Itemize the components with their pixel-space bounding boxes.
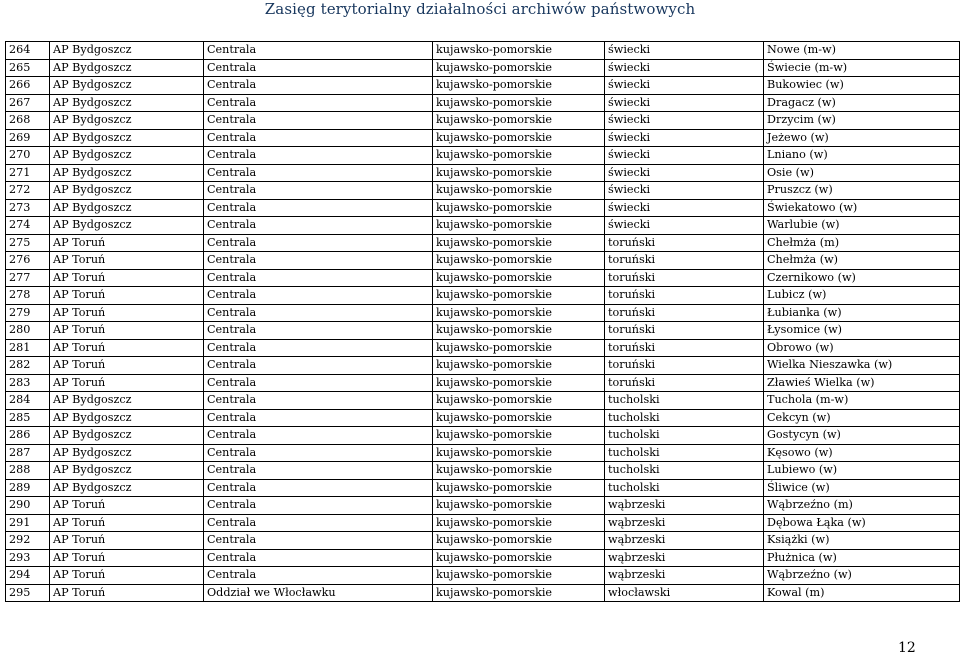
commune-cell: Dębowa Łąka (w) <box>764 514 960 532</box>
page-number: 12 <box>898 640 916 656</box>
table-row <box>6 444 960 462</box>
row-number: 277 <box>6 269 50 287</box>
commune-cell: Wąbrzeźno (w) <box>764 567 960 585</box>
table-body <box>6 42 960 602</box>
archive-cell: AP Toruń <box>50 269 204 287</box>
archive-cell: AP Toruń <box>50 532 204 550</box>
commune-cell: Zławieś Wielka (w) <box>764 374 960 392</box>
table-row <box>6 269 960 287</box>
table-row <box>6 549 960 567</box>
table-row <box>6 217 960 235</box>
county-cell: świecki <box>605 182 764 200</box>
archive-cell: AP Toruń <box>50 322 204 340</box>
row-number: 286 <box>6 427 50 445</box>
archive-cell: AP Bydgoszcz <box>50 409 204 427</box>
table-row <box>6 514 960 532</box>
voivodeship-cell: kujawsko-pomorskie <box>433 427 605 445</box>
archive-cell: AP Bydgoszcz <box>50 462 204 480</box>
voivodeship-cell: kujawsko-pomorskie <box>433 234 605 252</box>
archive-cell: AP Toruń <box>50 357 204 375</box>
row-number: 273 <box>6 199 50 217</box>
voivodeship-cell: kujawsko-pomorskie <box>433 479 605 497</box>
unit-cell: Centrala <box>204 567 433 585</box>
unit-cell: Centrala <box>204 549 433 567</box>
county-cell: toruński <box>605 252 764 270</box>
table-row <box>6 462 960 480</box>
commune-cell: Drzycim (w) <box>764 112 960 130</box>
commune-cell: Książki (w) <box>764 532 960 550</box>
voivodeship-cell: kujawsko-pomorskie <box>433 444 605 462</box>
row-number: 275 <box>6 234 50 252</box>
archive-cell: AP Bydgoszcz <box>50 444 204 462</box>
county-cell: toruński <box>605 357 764 375</box>
archive-cell: AP Toruń <box>50 339 204 357</box>
unit-cell: Centrala <box>204 444 433 462</box>
table-row <box>6 497 960 515</box>
county-cell: świecki <box>605 77 764 95</box>
archive-cell: AP Bydgoszcz <box>50 217 204 235</box>
row-number: 274 <box>6 217 50 235</box>
archive-cell: AP Bydgoszcz <box>50 77 204 95</box>
unit-cell: Centrala <box>204 59 433 77</box>
commune-cell: Płużnica (w) <box>764 549 960 567</box>
table-row <box>6 94 960 112</box>
county-cell: świecki <box>605 164 764 182</box>
unit-cell: Centrala <box>204 409 433 427</box>
commune-cell: Obrowo (w) <box>764 339 960 357</box>
table-row <box>6 234 960 252</box>
archive-cell: AP Toruń <box>50 287 204 305</box>
row-number: 266 <box>6 77 50 95</box>
commune-cell: Łysomice (w) <box>764 322 960 340</box>
archive-cell: AP Bydgoszcz <box>50 147 204 165</box>
unit-cell: Centrala <box>204 357 433 375</box>
table-row <box>6 427 960 445</box>
row-number: 270 <box>6 147 50 165</box>
archive-cell: AP Bydgoszcz <box>50 182 204 200</box>
county-cell: wąbrzeski <box>605 497 764 515</box>
unit-cell: Centrala <box>204 147 433 165</box>
county-cell: tucholski <box>605 392 764 410</box>
voivodeship-cell: kujawsko-pomorskie <box>433 532 605 550</box>
table-row <box>6 392 960 410</box>
unit-cell: Centrala <box>204 182 433 200</box>
voivodeship-cell: kujawsko-pomorskie <box>433 77 605 95</box>
row-number: 295 <box>6 584 50 602</box>
row-number: 268 <box>6 112 50 130</box>
row-number: 271 <box>6 164 50 182</box>
table-row <box>6 304 960 322</box>
table-row <box>6 339 960 357</box>
archive-cell: AP Toruń <box>50 252 204 270</box>
row-number: 280 <box>6 322 50 340</box>
commune-cell: Lubiewo (w) <box>764 462 960 480</box>
archive-cell: AP Toruń <box>50 549 204 567</box>
unit-cell: Centrala <box>204 94 433 112</box>
unit-cell: Centrala <box>204 234 433 252</box>
table-row <box>6 164 960 182</box>
voivodeship-cell: kujawsko-pomorskie <box>433 269 605 287</box>
county-cell: świecki <box>605 94 764 112</box>
table-row <box>6 357 960 375</box>
row-number: 288 <box>6 462 50 480</box>
county-cell: toruński <box>605 322 764 340</box>
table-row <box>6 42 960 60</box>
row-number: 276 <box>6 252 50 270</box>
voivodeship-cell: kujawsko-pomorskie <box>433 357 605 375</box>
voivodeship-cell: kujawsko-pomorskie <box>433 322 605 340</box>
county-cell: tucholski <box>605 462 764 480</box>
unit-cell: Centrala <box>204 252 433 270</box>
voivodeship-cell: kujawsko-pomorskie <box>433 42 605 60</box>
voivodeship-cell: kujawsko-pomorskie <box>433 409 605 427</box>
archive-cell: AP Bydgoszcz <box>50 42 204 60</box>
row-number: 287 <box>6 444 50 462</box>
unit-cell: Centrala <box>204 42 433 60</box>
unit-cell: Centrala <box>204 129 433 147</box>
voivodeship-cell: kujawsko-pomorskie <box>433 462 605 480</box>
row-number: 269 <box>6 129 50 147</box>
row-number: 289 <box>6 479 50 497</box>
archives-table <box>5 41 960 602</box>
archive-cell: AP Toruń <box>50 567 204 585</box>
row-number: 272 <box>6 182 50 200</box>
table-row <box>6 252 960 270</box>
table-row <box>6 584 960 602</box>
county-cell: tucholski <box>605 427 764 445</box>
county-cell: świecki <box>605 59 764 77</box>
county-cell: toruński <box>605 269 764 287</box>
unit-cell: Centrala <box>204 514 433 532</box>
archive-cell: AP Bydgoszcz <box>50 94 204 112</box>
county-cell: toruński <box>605 339 764 357</box>
unit-cell: Centrala <box>204 462 433 480</box>
county-cell: włocławski <box>605 584 764 602</box>
archive-cell: AP Bydgoszcz <box>50 479 204 497</box>
row-number: 281 <box>6 339 50 357</box>
county-cell: toruński <box>605 304 764 322</box>
row-number: 283 <box>6 374 50 392</box>
table-row <box>6 199 960 217</box>
voivodeship-cell: kujawsko-pomorskie <box>433 339 605 357</box>
unit-cell: Centrala <box>204 322 433 340</box>
row-number: 293 <box>6 549 50 567</box>
commune-cell: Wielka Nieszawka (w) <box>764 357 960 375</box>
commune-cell: Chełmża (w) <box>764 252 960 270</box>
table-row <box>6 129 960 147</box>
county-cell: świecki <box>605 199 764 217</box>
commune-cell: Kęsowo (w) <box>764 444 960 462</box>
row-number: 279 <box>6 304 50 322</box>
table-row <box>6 374 960 392</box>
county-cell: tucholski <box>605 444 764 462</box>
unit-cell: Centrala <box>204 199 433 217</box>
voivodeship-cell: kujawsko-pomorskie <box>433 549 605 567</box>
voivodeship-cell: kujawsko-pomorskie <box>433 567 605 585</box>
voivodeship-cell: kujawsko-pomorskie <box>433 252 605 270</box>
county-cell: świecki <box>605 217 764 235</box>
row-number: 267 <box>6 94 50 112</box>
commune-cell: Kowal (m) <box>764 584 960 602</box>
county-cell: wąbrzeski <box>605 549 764 567</box>
row-number: 264 <box>6 42 50 60</box>
voivodeship-cell: kujawsko-pomorskie <box>433 217 605 235</box>
unit-cell: Centrala <box>204 392 433 410</box>
table-row <box>6 112 960 130</box>
commune-cell: Śliwice (w) <box>764 479 960 497</box>
commune-cell: Pruszcz (w) <box>764 182 960 200</box>
commune-cell: Świekatowo (w) <box>764 199 960 217</box>
commune-cell: Chełmża (m) <box>764 234 960 252</box>
commune-cell: Cekcyn (w) <box>764 409 960 427</box>
archive-cell: AP Toruń <box>50 497 204 515</box>
county-cell: wąbrzeski <box>605 514 764 532</box>
archive-cell: AP Toruń <box>50 514 204 532</box>
archive-cell: AP Bydgoszcz <box>50 112 204 130</box>
voivodeship-cell: kujawsko-pomorskie <box>433 392 605 410</box>
table-row <box>6 287 960 305</box>
voivodeship-cell: kujawsko-pomorskie <box>433 304 605 322</box>
row-number: 294 <box>6 567 50 585</box>
archive-cell: AP Bydgoszcz <box>50 59 204 77</box>
table-row <box>6 532 960 550</box>
table-row <box>6 322 960 340</box>
commune-cell: Osie (w) <box>764 164 960 182</box>
county-cell: toruński <box>605 374 764 392</box>
commune-cell: Bukowiec (w) <box>764 77 960 95</box>
table-row <box>6 182 960 200</box>
unit-cell: Centrala <box>204 304 433 322</box>
commune-cell: Lniano (w) <box>764 147 960 165</box>
unit-cell: Centrala <box>204 532 433 550</box>
voivodeship-cell: kujawsko-pomorskie <box>433 112 605 130</box>
voivodeship-cell: kujawsko-pomorskie <box>433 287 605 305</box>
voivodeship-cell: kujawsko-pomorskie <box>433 147 605 165</box>
voivodeship-cell: kujawsko-pomorskie <box>433 374 605 392</box>
unit-cell: Centrala <box>204 269 433 287</box>
unit-cell: Centrala <box>204 479 433 497</box>
unit-cell: Centrala <box>204 287 433 305</box>
voivodeship-cell: kujawsko-pomorskie <box>433 514 605 532</box>
voivodeship-cell: kujawsko-pomorskie <box>433 94 605 112</box>
county-cell: tucholski <box>605 479 764 497</box>
commune-cell: Lubicz (w) <box>764 287 960 305</box>
county-cell: świecki <box>605 112 764 130</box>
commune-cell: Tuchola (m-w) <box>764 392 960 410</box>
row-number: 265 <box>6 59 50 77</box>
row-number: 285 <box>6 409 50 427</box>
county-cell: wąbrzeski <box>605 567 764 585</box>
county-cell: świecki <box>605 147 764 165</box>
unit-cell: Oddział we Włocławku <box>204 584 433 602</box>
archive-cell: AP Bydgoszcz <box>50 427 204 445</box>
archive-cell: AP Toruń <box>50 234 204 252</box>
unit-cell: Centrala <box>204 164 433 182</box>
row-number: 292 <box>6 532 50 550</box>
table-row <box>6 479 960 497</box>
commune-cell: Czernikowo (w) <box>764 269 960 287</box>
unit-cell: Centrala <box>204 427 433 445</box>
commune-cell: Łubianka (w) <box>764 304 960 322</box>
voivodeship-cell: kujawsko-pomorskie <box>433 584 605 602</box>
row-number: 282 <box>6 357 50 375</box>
commune-cell: Świecie (m-w) <box>764 59 960 77</box>
unit-cell: Centrala <box>204 112 433 130</box>
table-row <box>6 59 960 77</box>
county-cell: świecki <box>605 129 764 147</box>
archive-cell: AP Toruń <box>50 374 204 392</box>
voivodeship-cell: kujawsko-pomorskie <box>433 129 605 147</box>
county-cell: wąbrzeski <box>605 532 764 550</box>
county-cell: toruński <box>605 287 764 305</box>
table-row <box>6 77 960 95</box>
archive-cell: AP Bydgoszcz <box>50 392 204 410</box>
county-cell: świecki <box>605 42 764 60</box>
archive-cell: AP Toruń <box>50 584 204 602</box>
commune-cell: Jeżewo (w) <box>764 129 960 147</box>
row-number: 284 <box>6 392 50 410</box>
row-number: 291 <box>6 514 50 532</box>
unit-cell: Centrala <box>204 497 433 515</box>
voivodeship-cell: kujawsko-pomorskie <box>433 182 605 200</box>
archive-cell: AP Toruń <box>50 304 204 322</box>
voivodeship-cell: kujawsko-pomorskie <box>433 59 605 77</box>
commune-cell: Gostycyn (w) <box>764 427 960 445</box>
commune-cell: Dragacz (w) <box>764 94 960 112</box>
voivodeship-cell: kujawsko-pomorskie <box>433 164 605 182</box>
archive-cell: AP Bydgoszcz <box>50 164 204 182</box>
row-number: 278 <box>6 287 50 305</box>
county-cell: tucholski <box>605 409 764 427</box>
row-number: 290 <box>6 497 50 515</box>
commune-cell: Nowe (m-w) <box>764 42 960 60</box>
unit-cell: Centrala <box>204 339 433 357</box>
archive-cell: AP Bydgoszcz <box>50 129 204 147</box>
unit-cell: Centrala <box>204 77 433 95</box>
county-cell: toruński <box>605 234 764 252</box>
unit-cell: Centrala <box>204 374 433 392</box>
voivodeship-cell: kujawsko-pomorskie <box>433 497 605 515</box>
commune-cell: Warlubie (w) <box>764 217 960 235</box>
page-title: Zasięg terytorialny działalności archiwów państwowych <box>264 0 696 18</box>
unit-cell: Centrala <box>204 217 433 235</box>
table-row <box>6 567 960 585</box>
archive-cell: AP Bydgoszcz <box>50 199 204 217</box>
voivodeship-cell: kujawsko-pomorskie <box>433 199 605 217</box>
table-row <box>6 409 960 427</box>
commune-cell: Wąbrzeźno (m) <box>764 497 960 515</box>
table-row <box>6 147 960 165</box>
